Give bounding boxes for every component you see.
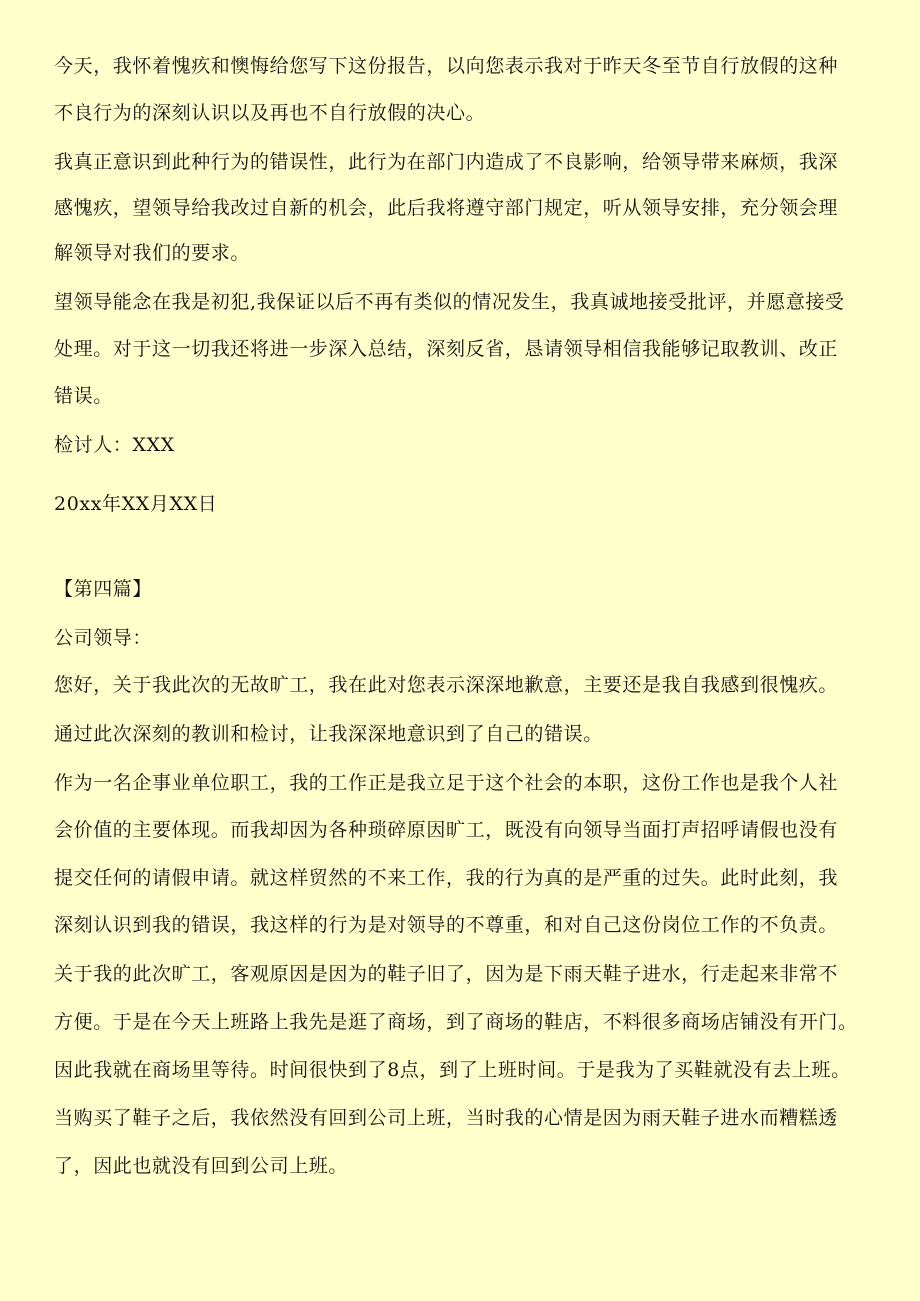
paragraph-line: 我真正意识到此种行为的错误性，此行为在部门内造成了不良影响，给领导带来麻烦，我深 [54, 151, 839, 173]
paragraph-line: 作为一名企事业单位职工，我的工作正是我立足于这个社会的本职，这份工作也是我个人社 [54, 772, 839, 794]
paragraph-line: 今天，我怀着愧疚和懊悔给您写下这份报告，以向您表示我对于昨天冬至节自行放假的这种 [54, 55, 839, 77]
paragraph-line: 处理。对于这一切我还将进一步深入总结，深刻反省，恳请领导相信我能够记取教训、改正 [54, 338, 839, 360]
salutation: 公司领导： [54, 627, 153, 649]
paragraph-line: 会价值的主要体现。而我却因为各种琐碎原因旷工，既没有向领导当面打声招呼请假也没有 [54, 819, 839, 841]
paragraph-line: 提交任何的请假申请。就这样贸然的不来工作，我的行为真的是严重的过失。此时此刻，我 [54, 867, 839, 889]
signature: 检讨人：XXX [54, 434, 175, 456]
paragraph-line: 当购买了鞋子之后，我依然没有回到公司上班，当时我的心情是因为雨天鞋子进水而糟糕透 [54, 1107, 839, 1129]
paragraph-line: 错误。 [54, 385, 113, 407]
paragraph-line: 关于我的此次旷工，客观原因是因为的鞋子旧了，因为是下雨天鞋子进水，行走起来非常不 [54, 963, 839, 985]
paragraph-line: 深刻认识到我的错误，我这样的行为是对领导的不尊重，和对自己这份岗位工作的不负责。 [54, 914, 839, 936]
paragraph-line: 通过此次深刻的教训和检讨，让我深深地意识到了自己的错误。 [54, 723, 603, 745]
paragraph-line: 您好，关于我此次的无故旷工，我在此对您表示深深地歉意，主要还是我自我感到很愧疚。 [54, 674, 839, 696]
date: 20xx年XX月XX日 [54, 493, 218, 515]
paragraph-line: 因此我就在商场里等待。时间很快到了8点，到了上班时间。于是我为了买鞋就没有去上班。 [54, 1059, 851, 1081]
paragraph-line: 望领导能念在我是初犯,我保证以后不再有类似的情况发生，我真诚地接受批评，并愿意接受 [54, 291, 845, 313]
paragraph-line: 解领导对我们的要求。 [54, 242, 251, 264]
section-heading: 【第四篇】 [54, 578, 153, 600]
paragraph-line: 不良行为的深刻认识以及再也不自行放假的决心。 [54, 102, 486, 124]
paragraph-line: 方便。于是在今天上班路上我先是逛了商场，到了商场的鞋店，不料很多商场店铺没有开门。 [54, 1011, 858, 1033]
paragraph-line: 感愧疚，望领导给我改过自新的机会，此后我将遵守部门规定，听从领导安排，充分领会理 [54, 197, 839, 219]
paragraph-line: 了，因此也就没有回到公司上班。 [54, 1155, 349, 1177]
